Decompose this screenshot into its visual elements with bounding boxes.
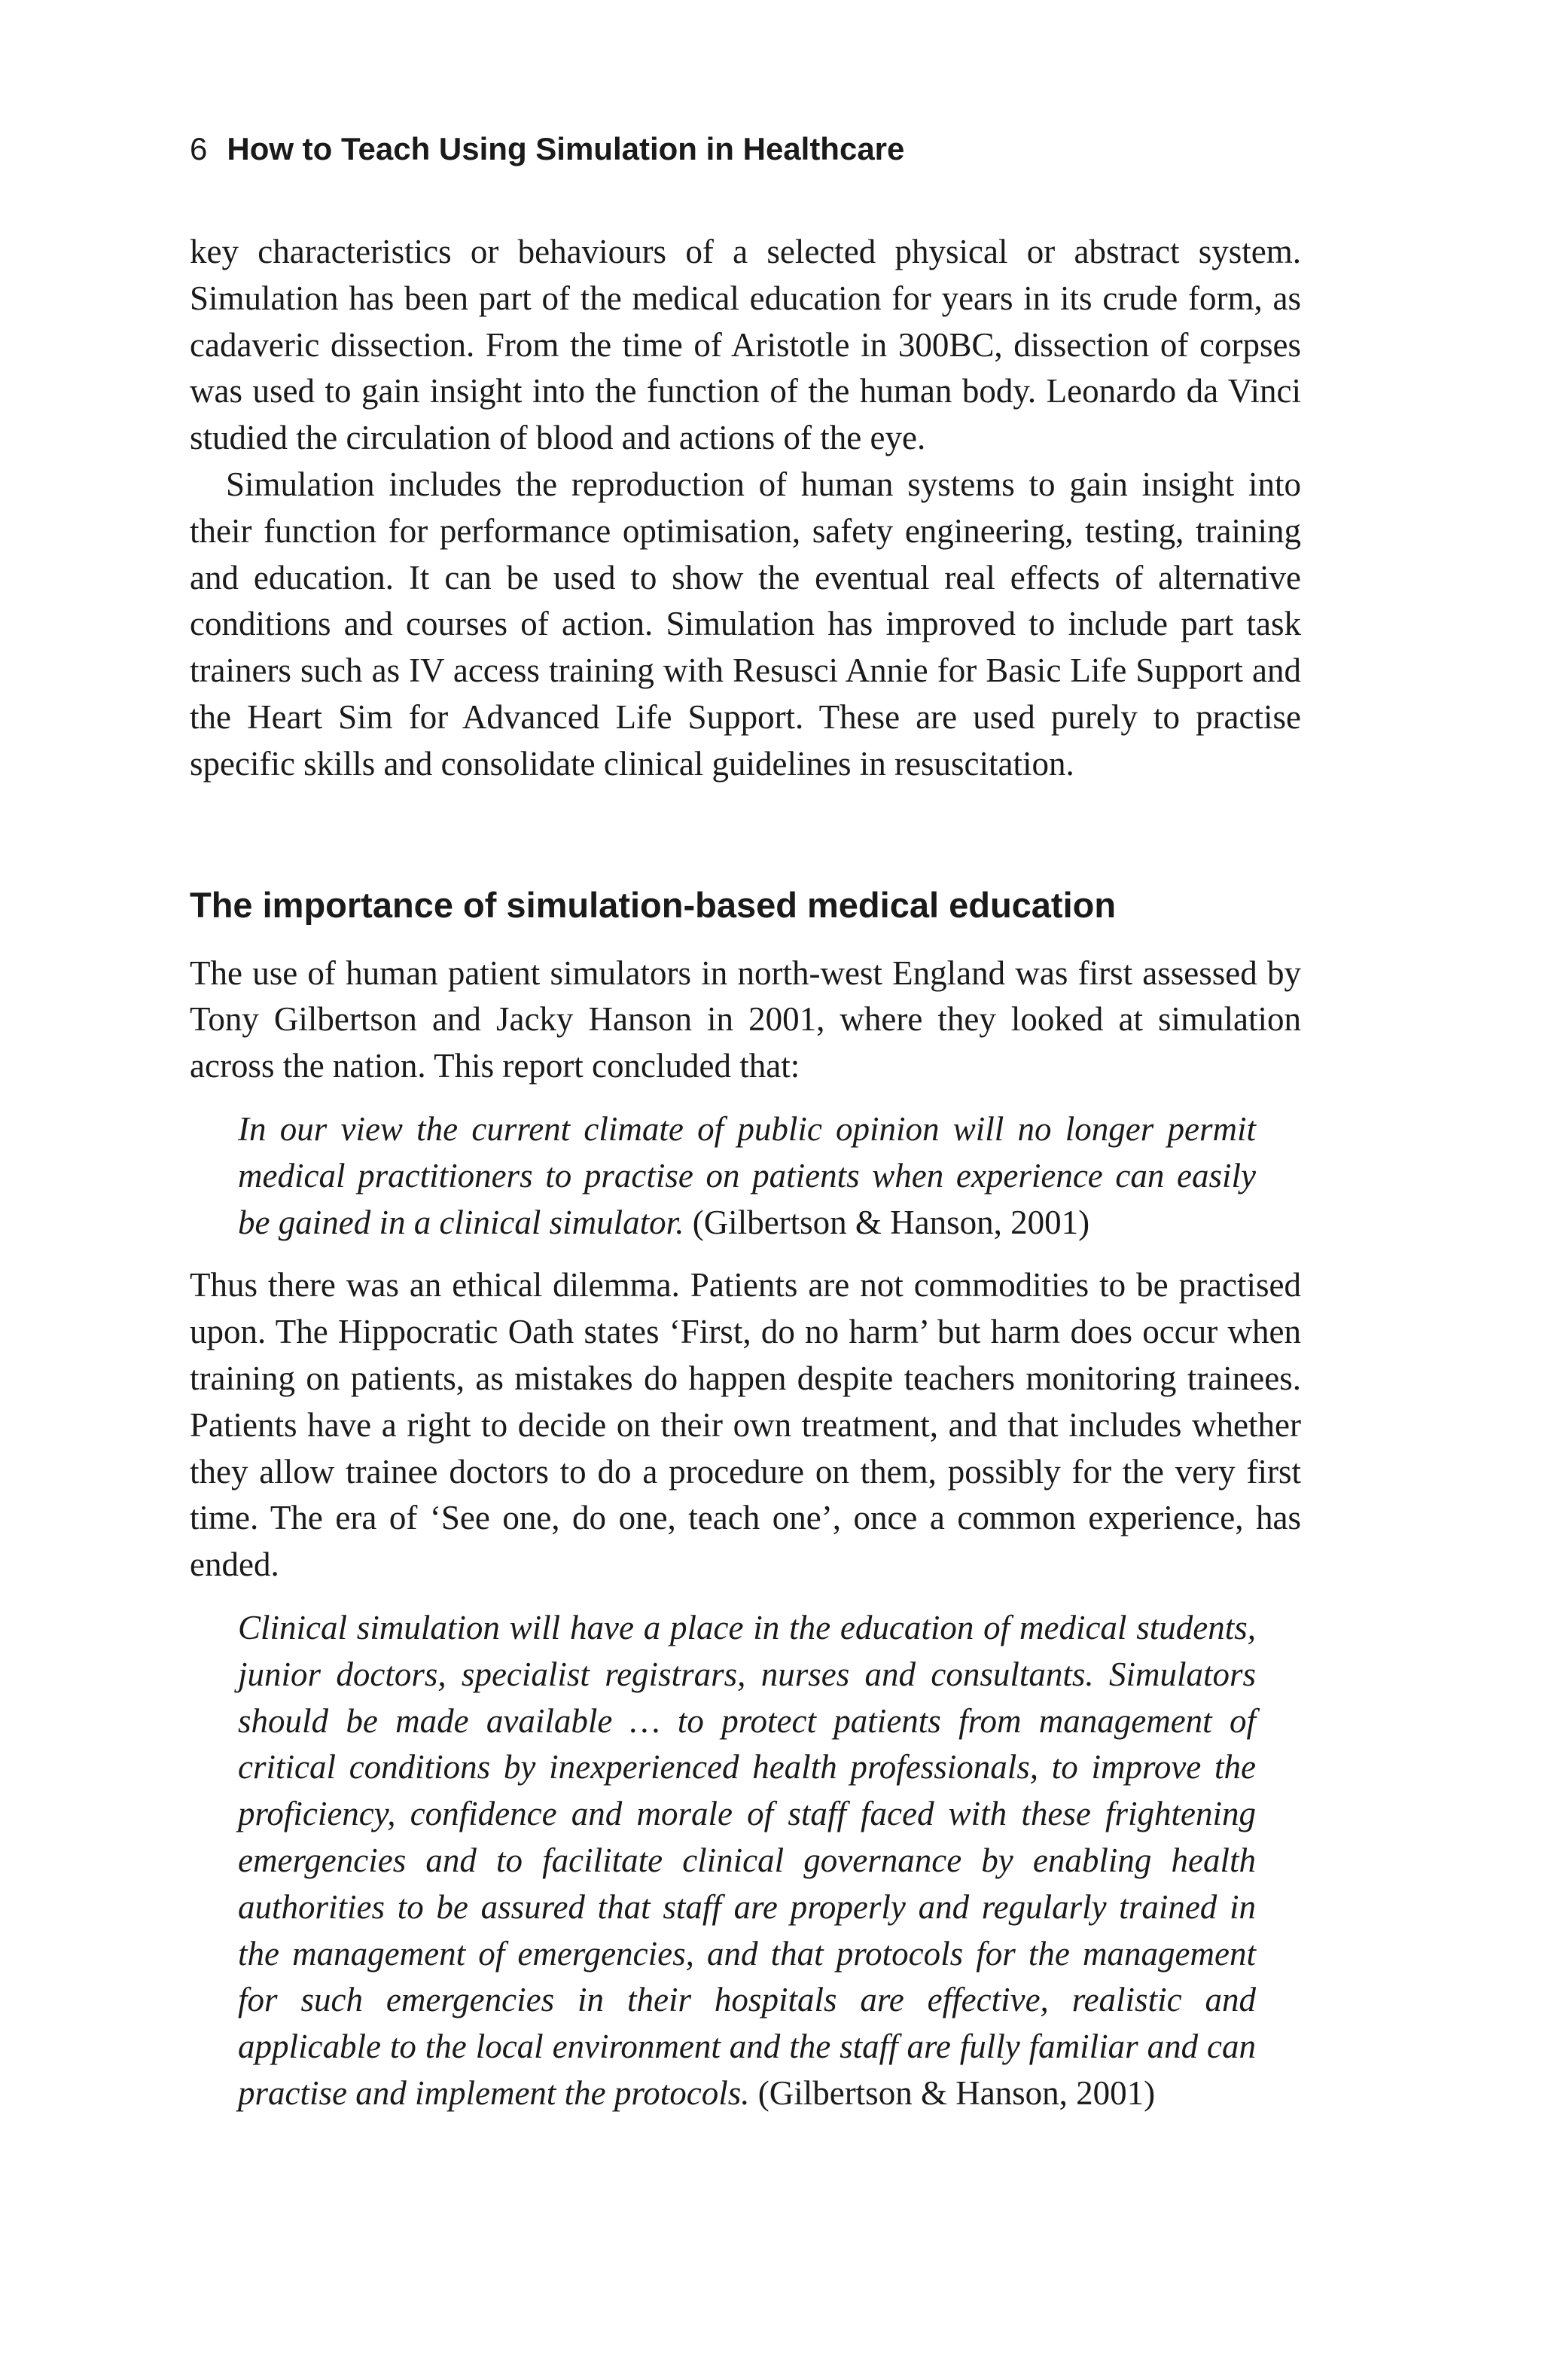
- quote-citation: (Gilbertson & Hanson, 2001): [757, 2073, 1156, 2112]
- book-page: [190, 127, 1301, 2134]
- paragraph-simulation-history: key characteristics or behaviours of a selected physical or abstract system. Simulation has been part of the medical education for years in its crude form, as cadaveric dissection. From the time of Aristotle in 300BC, dissection of corpses was used to gain insight into the function of the human body. Leonardo da Vinci studied the circulation of blood and actions of the eye.: [190, 233, 1301, 457]
- book-title: How to Teach Using Simulation in Healthcare: [227, 131, 905, 166]
- paragraph-north-west-england: The use of human patient simulators in north-west England was first assessed by Tony Gilbertson and Jacky Hanson in 2001, where they looked at simulation across the nation. This report concluded that:: [190, 954, 1301, 1085]
- quote-citation: (Gilbertson & Hanson, 2001): [692, 1203, 1090, 1241]
- page-number: 6: [190, 131, 208, 166]
- block-quote-public-opinion: [238, 1106, 1256, 1246]
- block-quote-clinical-simulation: [238, 1605, 1256, 2117]
- quote-text: Clinical simulation will have a place in the education of medical students, junior doctors, specialist registrars, nurses and consultants. Simulators should be made available … to protect patients from management of critical conditions by inexperienced health professionals, to improve the proficiency, confidence and morale of staff faced with these frightening emergencies and to facilitate clinical governance by enabling health authorities to be assured that staff are properly and regularly trained in the management of emergencies, and that protocols for the management for such emergencies in their hospitals are effective, realistic and applicable to the local environment and the staff are fully familiar and can practise and implement the protocols.: [238, 1608, 1256, 2112]
- paragraph-simulation-includes: Simulation includes the reproduction of human systems to gain insight into their function for performance optimisation, safety engineering, testing, training and education. It can be used to show the eventual real effects of alternative conditions and courses of action. Simulation has improved to include part task trainers such as IV access training with Resusci Annie for Basic Life Support and the Heart Sim for Advanced Life Support. These are used purely to practise specific skills and consolidate clinical guidelines in resuscitation.: [190, 465, 1301, 783]
- section-heading: The importance of simulation-based medical education: [190, 884, 1117, 925]
- running-head: [190, 127, 1301, 172]
- quote-text: In our view the current climate of public opinion will no longer permit medical practitioners to practise on patients when experience can easily be gained in a clinical simulator.: [238, 1109, 1256, 1241]
- paragraph-ethical-dilemma: Thus there was an ethical dilemma. Patients are not commodities to be practised upon. The Hippocratic Oath states ‘First, do no harm’ but harm does occur when training on patients, as mistakes do happen despite teachers monitoring trainees. Patients have a right to decide on their own treatment, and that includes whether they allow trainee doctors to do a procedure on them, possibly for the very first time. The era of ‘See one, do one, teach one’, once a common experience, has ended.: [190, 1266, 1301, 1584]
